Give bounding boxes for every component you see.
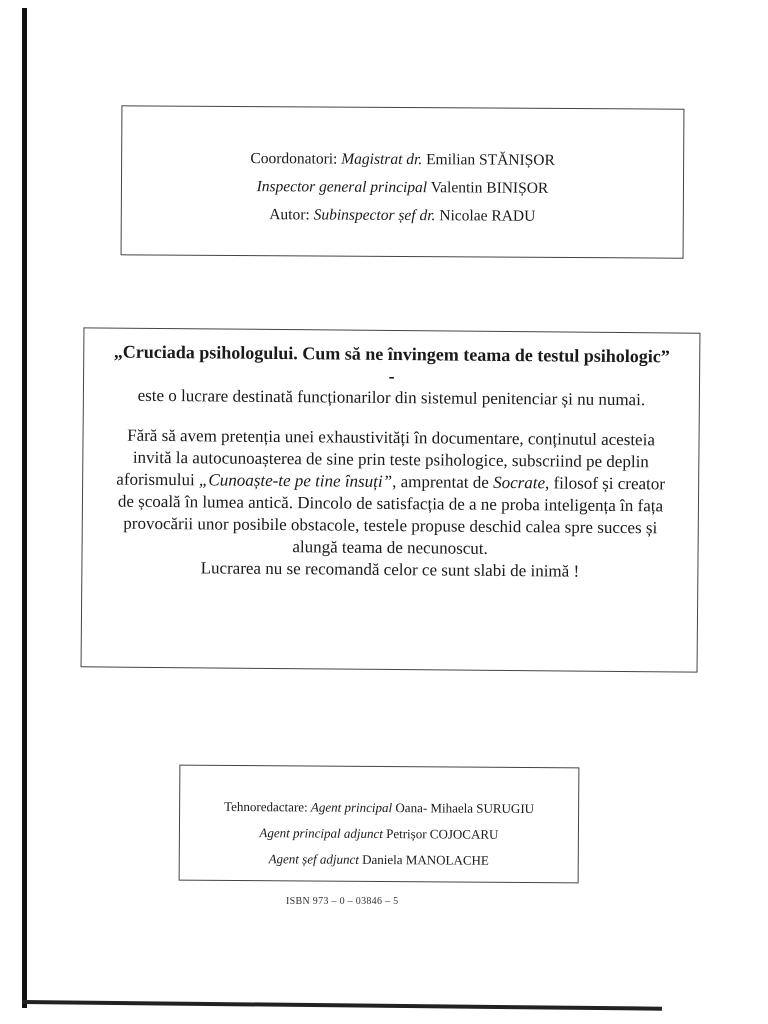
- aphorism-quote: „Cunoaște-te pe tine însuți”: [198, 470, 393, 492]
- tech-2-name: Petrișor COJOCARU: [386, 826, 499, 842]
- book-title: „Cruciada psihologului. Cum să ne învingem teama de testul psihologic” -: [113, 341, 670, 387]
- tech-line-1: [180, 794, 578, 823]
- body-text-c: , filosof și creator de școală în lumea antică. Dincolo de satisfacția de a ne proba inteligența în fața provocării unor posibile obstacole, testele propuse deschid calea spre succes și alungă teama de necunoscut.: [117, 473, 666, 558]
- page-edge-left: [22, 8, 27, 1008]
- tech-1-role: Agent principal: [310, 799, 393, 816]
- author-label: Autor:: [269, 206, 310, 224]
- tech-2-role: Agent principal adjunct: [259, 825, 383, 842]
- author-line: [122, 200, 683, 231]
- tech-3-name: Daniela MANOLACHE: [362, 851, 489, 868]
- isbn-number: ISBN 973 – 0 – 03846 – 5: [286, 896, 399, 907]
- page-edge-bottom: [22, 1000, 662, 1011]
- coordinator-2-line: [122, 172, 683, 203]
- socrates-name: Socrate: [493, 472, 546, 493]
- tech-line-3: [180, 846, 578, 875]
- author-name: Nicolae RADU: [439, 207, 536, 225]
- tech-3-role: Agent șef adjunct: [268, 851, 359, 867]
- body-text-a: Fără să avem pretenția unei exhaustivități în documentare, conținutul acesteia invită la autocunoașterea de sine prin teste psihologice, subscriind pe deplin aforismului: [116, 425, 655, 490]
- coordinators-line: [122, 144, 683, 175]
- coordinators-label: Coordonatori:: [250, 150, 338, 168]
- coordinator-1-name: Emilian STĂNIȘOR: [426, 151, 555, 169]
- description-box: [81, 327, 701, 672]
- body-text-b: , amprentat de: [392, 472, 494, 492]
- tech-line-2: [180, 820, 578, 849]
- tech-label: Tehnoredactare:: [224, 798, 308, 815]
- description-intro: este o lucrare destinată funcționarilor din sistemul penitenciar și nu numai.: [137, 385, 646, 410]
- description-closing: Lucrarea nu se recomandă celor ce sunt slabi de inimă !: [200, 558, 580, 581]
- tech-editing-box: [179, 765, 580, 884]
- coordinator-2-name: Valentin BINIȘOR: [430, 179, 549, 197]
- coordinator-2-role: Inspector general principal: [256, 178, 428, 197]
- coordinator-1-role: Magistrat dr.: [341, 150, 423, 169]
- tech-1-name: Oana- Mihaela SURUGIU: [395, 800, 535, 817]
- description-body: [108, 425, 672, 562]
- coordinators-box: [121, 105, 685, 258]
- author-role: Subinspector șef dr.: [313, 206, 436, 225]
